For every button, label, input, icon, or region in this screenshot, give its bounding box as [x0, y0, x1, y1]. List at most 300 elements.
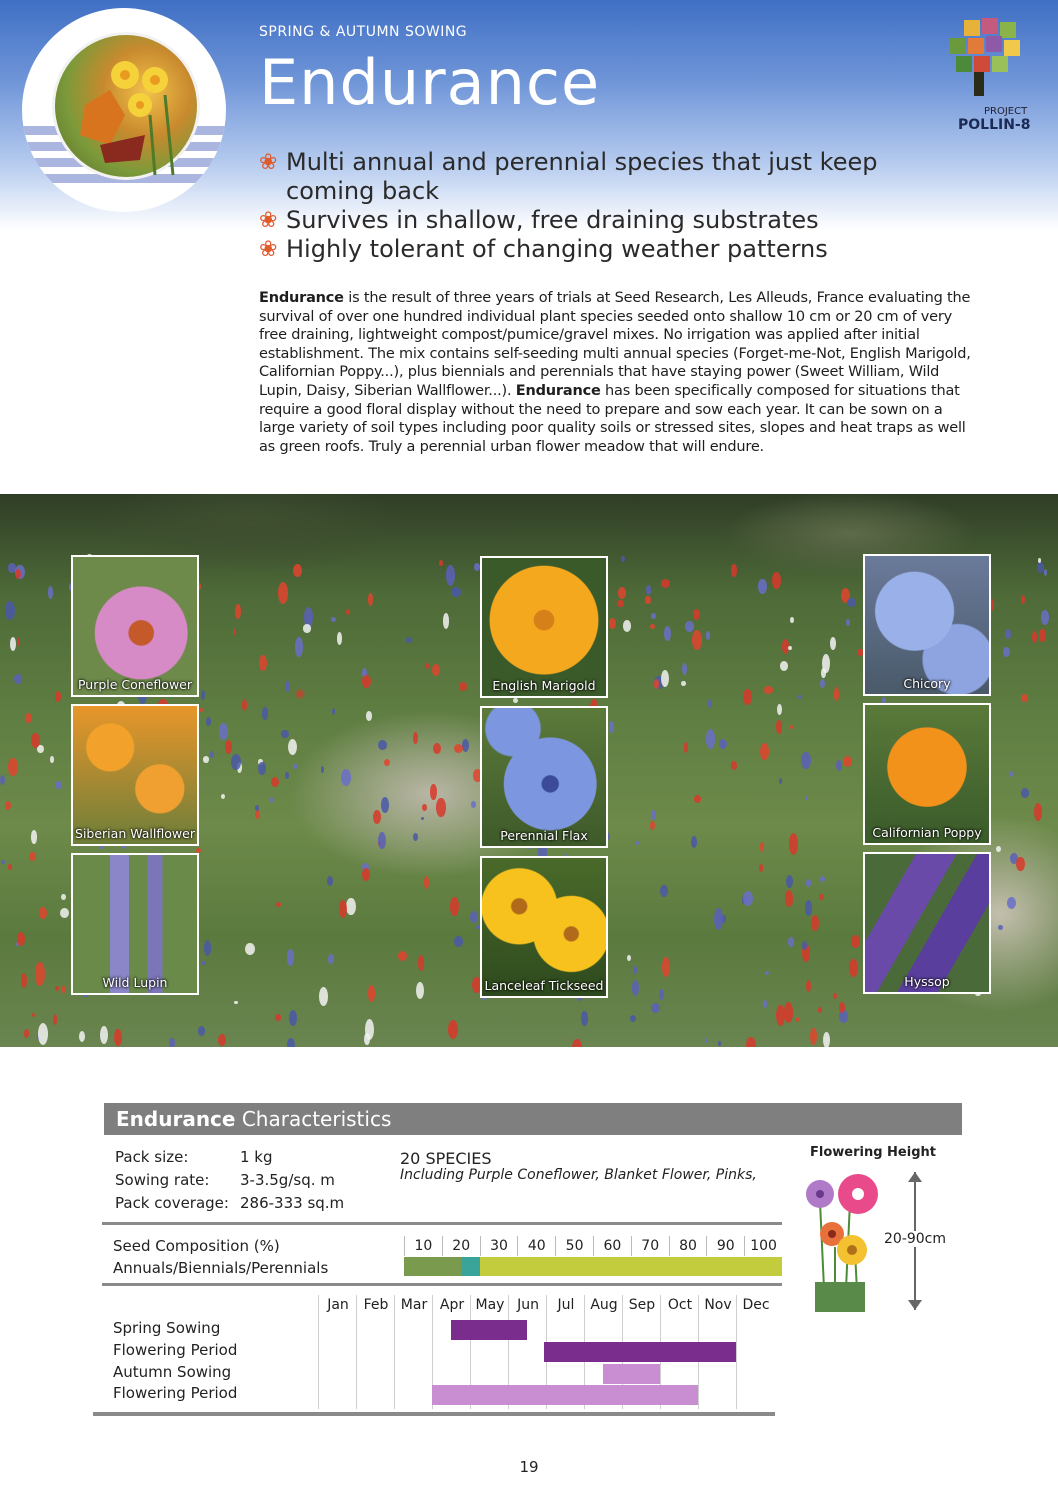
meadow-flower: [810, 1028, 817, 1045]
calendar-period-bar: [603, 1364, 660, 1384]
meadow-flower: [327, 876, 333, 886]
meadow-flower: [764, 686, 772, 694]
meadow-flower: [446, 565, 455, 585]
description-lead: Endurance: [259, 290, 344, 306]
meadow-flower: [996, 846, 1001, 852]
meadow-flower: [418, 955, 424, 970]
description-part2: has been specifically composed for situations that require a good floral display without the need to prepare and sow each year. It can be sown on a large variety of soil types including poor quality soils or stressed sites, slopes and heat traps as well as green roofs. Truly a perennial urban flower meadow that will endure.: [259, 382, 966, 455]
meadow-flower: [788, 646, 792, 650]
bee-mosaic-icon: [946, 18, 1028, 88]
meadow-flower: [843, 756, 853, 767]
meadow-flower: [693, 609, 700, 620]
meadow-flower: [221, 794, 225, 799]
meadow-flower: [255, 810, 260, 820]
meadow-flower: [645, 596, 651, 604]
meadow-flower: [731, 564, 736, 577]
composition-sublabel: Annuals/Biennials/Perennials: [113, 1259, 329, 1277]
meadow-flower: [289, 1010, 297, 1026]
photo-purple-coneflower: [71, 555, 199, 697]
month-label: Jun: [517, 1297, 539, 1313]
meadow-flower: [811, 915, 819, 931]
meadow-flower: [654, 679, 660, 689]
meadow-flower: [1016, 857, 1024, 871]
meadow-flower: [293, 764, 298, 769]
meadow-flower: [38, 1023, 48, 1045]
meadow-flower: [5, 601, 15, 620]
meadow-flower: [199, 708, 203, 712]
photo-label: Wild Lupin: [102, 975, 168, 990]
feature-text: Multi annual and perennial species that just keep coming back: [286, 148, 878, 205]
meadow-flower: [798, 695, 801, 698]
meadow-flower: [650, 624, 655, 629]
meadow-flower: [436, 798, 445, 817]
meadow-flower: [1, 860, 5, 865]
meadow-flower: [1034, 803, 1042, 821]
characteristics-title-bold: Endurance: [116, 1107, 236, 1131]
meadow-flower: [321, 766, 325, 773]
meadow-flower: [780, 661, 788, 671]
meadow-flower: [55, 691, 61, 702]
calendar-period-bar: [432, 1385, 698, 1405]
photo-label: Hyssop: [904, 974, 950, 989]
meadow-flower: [378, 832, 386, 849]
meadow-flower: [262, 707, 268, 721]
meadow-flower: [204, 940, 212, 956]
meadow-flower: [285, 772, 288, 778]
meadow-flower: [17, 932, 26, 946]
meadow-flower: [346, 609, 350, 615]
meadow-flower: [422, 804, 427, 811]
meadow-flower: [682, 663, 687, 675]
meadow-flower: [169, 1038, 175, 1047]
feature-bullet: [259, 235, 959, 264]
meadow-flower: [362, 675, 371, 688]
meadow-flower: [1005, 629, 1012, 638]
meadow-flower: [29, 852, 36, 861]
meadow-flower: [281, 730, 288, 738]
spec-list: [115, 1146, 344, 1215]
meadow-flower: [617, 600, 623, 607]
meadow-flower: [368, 985, 376, 1002]
meadow-flower: [198, 1026, 205, 1036]
month-label: Mar: [400, 1297, 428, 1313]
meadow-flower: [368, 593, 373, 606]
meadow-flower: [789, 725, 793, 729]
meadow-flower: [830, 637, 836, 649]
month-label: Jul: [557, 1297, 575, 1313]
meadow-flower: [293, 564, 302, 577]
meadow-flower: [847, 598, 856, 607]
meadow-flower: [366, 711, 372, 720]
meadow-flower: [219, 723, 227, 740]
month-label: Feb: [363, 1297, 389, 1313]
composition-tick: 10: [404, 1236, 442, 1256]
meadow-flower: [839, 1002, 844, 1013]
photo-siberian-wallflower: [71, 704, 199, 846]
meadow-flower: [201, 690, 205, 700]
meadow-flower: [5, 801, 11, 810]
meadow-photo: [0, 494, 1058, 1047]
meadow-flower: [373, 810, 381, 824]
meadow-flower: [651, 1003, 660, 1012]
feature-text: Highly tolerant of changing weather patterns: [286, 235, 828, 263]
meadow-flower: [779, 778, 782, 784]
photo-label: Chicory: [903, 676, 951, 691]
meadow-flower: [328, 954, 334, 964]
divider: [102, 1222, 782, 1225]
month-label: Dec: [742, 1297, 770, 1313]
species-list: Including Purple Coneflower, Blanket Flower, Pinks,: [400, 1167, 757, 1183]
meadow-flower: [287, 1038, 295, 1047]
meadow-flower: [719, 739, 727, 749]
meadow-flower: [731, 761, 737, 770]
meadow-flower: [681, 681, 685, 686]
composition-tick: 80: [669, 1236, 707, 1256]
meadow-flower: [384, 759, 390, 766]
pack-coverage-value: 286-333 sq.m: [240, 1194, 345, 1212]
composition-label: Seed Composition (%): [113, 1237, 280, 1255]
daffodil-leaf-icon: [52, 32, 200, 180]
meadow-flower: [50, 756, 54, 763]
meadow-flower: [805, 900, 812, 916]
meadow-flower: [39, 907, 47, 919]
composition-tick: 90: [706, 1236, 744, 1256]
calendar-row-label: Flowering Period: [113, 1341, 238, 1359]
meadow-flower: [203, 756, 209, 762]
meadow-flower: [21, 973, 27, 988]
meadow-flower: [694, 795, 701, 803]
meadow-flower: [210, 751, 214, 758]
meadow-flower: [664, 626, 671, 641]
meadow-flower: [454, 936, 462, 946]
photo-californian-poppy: [863, 703, 991, 845]
meadow-flower: [743, 689, 752, 705]
photo-wild-lupin: [71, 853, 199, 995]
meadow-flower: [706, 729, 715, 748]
meadow-flower: [714, 908, 723, 930]
month-label: Apr: [439, 1297, 465, 1313]
meadow-flower: [651, 613, 655, 619]
meadow-flower: [425, 663, 429, 669]
month-label: May: [475, 1297, 505, 1313]
meadow-flower: [17, 638, 21, 646]
meadow-flower: [806, 980, 811, 992]
meadow-flower: [233, 629, 236, 635]
calendar-row-label: Autumn Sowing: [113, 1363, 232, 1381]
meadow-flower: [10, 637, 16, 651]
meadow-flower: [31, 830, 37, 843]
meadow-flower: [777, 704, 782, 715]
meadow-flower: [303, 624, 312, 633]
meadow-flower: [62, 985, 66, 994]
meadow-flower: [1003, 647, 1009, 657]
meadow-flower: [424, 876, 429, 889]
meadow-flower: [633, 966, 637, 975]
meadow-flower: [451, 587, 460, 598]
month-label: Nov: [704, 1297, 732, 1313]
meadow-flower: [765, 971, 769, 975]
meadow-flower: [432, 664, 440, 676]
meadow-flower: [685, 621, 693, 632]
meadow-flower: [609, 618, 616, 628]
meadow-flower: [60, 908, 69, 918]
composition-segment-annuals: [404, 1257, 461, 1276]
meadow-flower: [332, 708, 335, 715]
meadow-flower: [820, 679, 825, 688]
feature-bullet: [259, 206, 959, 235]
meadow-flower: [788, 937, 794, 947]
meadow-flower: [25, 713, 32, 724]
meadow-flower: [819, 894, 824, 900]
photo-perennial-flax: [480, 706, 608, 848]
meadow-flower: [61, 894, 66, 901]
calendar-row-label: Spring Sowing: [113, 1319, 221, 1337]
sowing-rate-label: Sowing rate:: [115, 1171, 210, 1189]
meadow-flower: [278, 582, 288, 604]
meadow-flower: [836, 760, 842, 771]
meadow-flower: [288, 739, 297, 755]
meadow-flower: [618, 587, 626, 598]
meadow-flower: [801, 752, 811, 769]
description-part1: is the result of three years of trials at Seed Research, Les Alleuds, France evaluating the survival of over one hundred individual plant species seeded onto shallow 10 cm or 20 cm of very free draining, lightweight compost/pumice/gravel mixes. No irrigation was applied after initial establishment. The mix contains self-seeding multi annual species (Forget-me-Not, English Marigold, Californian Poppy...), plus biennials and perennials that have staying power (Sweet William, Wild Lupin, Daisy, Siberian Wallflower...).: [259, 290, 971, 399]
meadow-flower: [362, 868, 370, 881]
meadow-flower: [706, 631, 711, 640]
product-title: Endurance: [259, 46, 601, 119]
pollin8-logo: [936, 18, 1040, 136]
meadow-flower: [55, 781, 62, 789]
meadow-flower: [805, 796, 808, 801]
meadow-flower: [202, 961, 205, 964]
composition-segment-perennials: [480, 1257, 782, 1276]
meadow-flower: [416, 982, 424, 999]
meadow-flower: [1041, 610, 1050, 625]
meadow-flower: [218, 1034, 226, 1046]
meadow-flower: [651, 810, 656, 820]
meadow-flower: [439, 560, 443, 567]
flowering-height-label: Flowering Height: [810, 1145, 936, 1160]
meadow-flower: [365, 1019, 374, 1040]
meadow-flower: [772, 572, 781, 589]
meadow-flower: [581, 1011, 588, 1025]
feature-text: Survives in shallow, free draining substrates: [286, 206, 819, 234]
meadow-flower: [1039, 629, 1045, 642]
meadow-flower: [1007, 897, 1016, 909]
meadow-flower: [378, 740, 387, 750]
month-label: Aug: [590, 1297, 618, 1313]
composition-tick: 50: [555, 1236, 593, 1256]
meadow-flower: [413, 833, 418, 841]
meadow-flower: [834, 687, 840, 700]
meadow-flower: [786, 875, 793, 889]
composition-segment-biennials: [461, 1257, 480, 1276]
meadow-flower: [31, 733, 40, 749]
feature-bullet: [259, 148, 959, 206]
meadow-flower: [1037, 562, 1044, 573]
meadow-flower: [258, 762, 266, 775]
meadow-flower: [337, 632, 342, 645]
meadow-flower: [789, 833, 798, 854]
meadow-flower: [470, 911, 478, 923]
meadow-flower: [796, 1017, 799, 1022]
meadow-flower: [650, 821, 655, 830]
meadow-flower: [24, 1029, 29, 1038]
meadow-flower: [15, 569, 21, 579]
meadow-flower: [760, 842, 764, 852]
photo-label: Californian Poppy: [872, 825, 982, 840]
meadow-flower: [998, 925, 1003, 931]
meadow-flower: [270, 797, 273, 803]
meadow-flower: [339, 900, 347, 919]
meadow-flower: [705, 1038, 709, 1043]
meadow-flower: [692, 630, 702, 650]
meadow-flower: [823, 1032, 830, 1047]
meadow-flower: [331, 617, 336, 622]
meadow-flower: [821, 668, 825, 678]
meadow-flower: [285, 681, 290, 692]
flower-bullet-icon: ❀: [259, 208, 278, 233]
meadow-flower: [718, 1041, 721, 1046]
description-lead2: Endurance: [515, 382, 601, 399]
composition-tick: 100: [744, 1236, 782, 1256]
month-label: Jan: [327, 1297, 349, 1313]
flowering-height-value: 20-90cm: [884, 1231, 947, 1247]
meadow-flower: [206, 717, 211, 727]
meadow-flower: [48, 586, 53, 599]
meadow-flower: [635, 841, 639, 845]
sowing-rate-value: 3-3.5g/sq. m: [240, 1171, 335, 1189]
meadow-flower: [1021, 694, 1028, 702]
photo-english-marigold: [480, 556, 608, 698]
meadow-flower: [790, 617, 794, 622]
meadow-flower: [471, 801, 476, 808]
meadow-flower: [8, 864, 13, 870]
meadow-flower: [646, 585, 651, 595]
meadow-flower: [448, 1020, 458, 1039]
meadow-flower: [572, 1039, 581, 1047]
pack-coverage-label: Pack coverage:: [115, 1194, 229, 1212]
month-column: [318, 1295, 356, 1409]
meadow-flower: [785, 890, 794, 907]
flower-bullet-icon: ❀: [259, 237, 278, 262]
composition-tick: 30: [480, 1236, 518, 1256]
meadow-flower: [609, 721, 614, 733]
feature-bullets: [259, 148, 959, 264]
photo-hyssop: [863, 852, 991, 994]
meadow-flower: [79, 1031, 85, 1042]
meadow-flower: [14, 674, 22, 683]
meadow-flower: [231, 754, 241, 770]
meadow-flower: [759, 864, 764, 871]
month-label: Oct: [667, 1297, 693, 1313]
flowering-height-flowers-icon: [800, 1172, 895, 1312]
characteristics-header: [104, 1103, 962, 1135]
flower-bullet-icon: ❀: [259, 150, 278, 175]
meadow-flower: [784, 1002, 794, 1022]
calendar-period-bar: [451, 1320, 527, 1340]
composition-tick: 20: [442, 1236, 480, 1256]
meadow-flower: [513, 698, 518, 704]
meadow-flower: [398, 951, 407, 961]
meadow-flower: [275, 1014, 281, 1021]
meadow-flower: [684, 742, 689, 753]
meadow-flower: [406, 637, 412, 643]
meadow-flower: [421, 817, 424, 821]
composition-tick: 60: [593, 1236, 631, 1256]
meadow-flower: [32, 1013, 35, 1017]
meadow-flower: [661, 670, 669, 687]
sowing-season-subtitle: SPRING & AUTUMN SOWING: [259, 24, 468, 40]
photo-label: Lanceleaf Tickseed: [484, 978, 604, 993]
meadow-flower: [271, 777, 279, 787]
meadow-flower: [776, 720, 782, 735]
meadow-flower: [225, 740, 232, 754]
meadow-flower: [630, 1015, 636, 1022]
project-name: POLLIN-8: [958, 117, 1031, 133]
meadow-flower: [413, 732, 418, 743]
meadow-flower: [245, 943, 255, 955]
endurance-logo: [22, 8, 226, 212]
meadow-flower: [234, 1001, 237, 1004]
meadow-flower: [708, 699, 712, 708]
composition-scale: [404, 1236, 782, 1256]
calendar-row-label: Flowering Period: [113, 1384, 238, 1402]
meadow-flower: [691, 836, 696, 848]
meadow-flower: [1032, 631, 1037, 643]
meadow-flower: [100, 1026, 108, 1044]
photo-label: Perennial Flax: [500, 828, 588, 843]
meadow-flower: [346, 898, 356, 916]
meadow-flower: [746, 1037, 755, 1047]
meadow-flower: [255, 805, 259, 811]
meadow-flower: [114, 1029, 122, 1046]
meadow-flower: [53, 1014, 57, 1024]
meadow-flower: [659, 989, 664, 1000]
meadow-flower: [632, 980, 639, 996]
meadow-flower: [833, 993, 837, 998]
month-column: [736, 1295, 774, 1409]
pack-size-label: Pack size:: [115, 1148, 189, 1166]
meadow-flower: [820, 876, 825, 882]
meadow-flower: [450, 897, 459, 915]
species-count: 20 SPECIES: [400, 1149, 492, 1168]
meadow-flower: [818, 1007, 822, 1013]
divider: [93, 1412, 775, 1416]
meadow-flower: [846, 619, 851, 626]
meadow-flower: [319, 987, 329, 1006]
meadow-flower: [433, 743, 441, 754]
photo-label: Siberian Wallflower: [75, 826, 195, 841]
meadow-flower: [661, 579, 671, 589]
photo-chicory: [863, 554, 991, 696]
meadow-flower: [459, 682, 467, 690]
project-label: PROJECT: [984, 106, 1028, 117]
meadow-flower: [55, 986, 59, 991]
meadow-flower: [1021, 595, 1025, 604]
meadow-flower: [276, 902, 281, 907]
meadow-flower: [758, 579, 767, 593]
meadow-flower: [430, 784, 436, 800]
meadow-flower: [0, 775, 5, 785]
photo-label: Purple Coneflower: [77, 677, 192, 692]
calendar-period-bar: [544, 1342, 736, 1362]
composition-tick: 40: [517, 1236, 555, 1256]
composition-bar: [404, 1257, 782, 1276]
meadow-flower: [849, 959, 857, 977]
photo-lanceleaf-tickseed: [480, 856, 608, 998]
meadow-flower: [242, 699, 247, 711]
meadow-flower: [763, 1000, 767, 1009]
meadow-flower: [381, 797, 390, 813]
